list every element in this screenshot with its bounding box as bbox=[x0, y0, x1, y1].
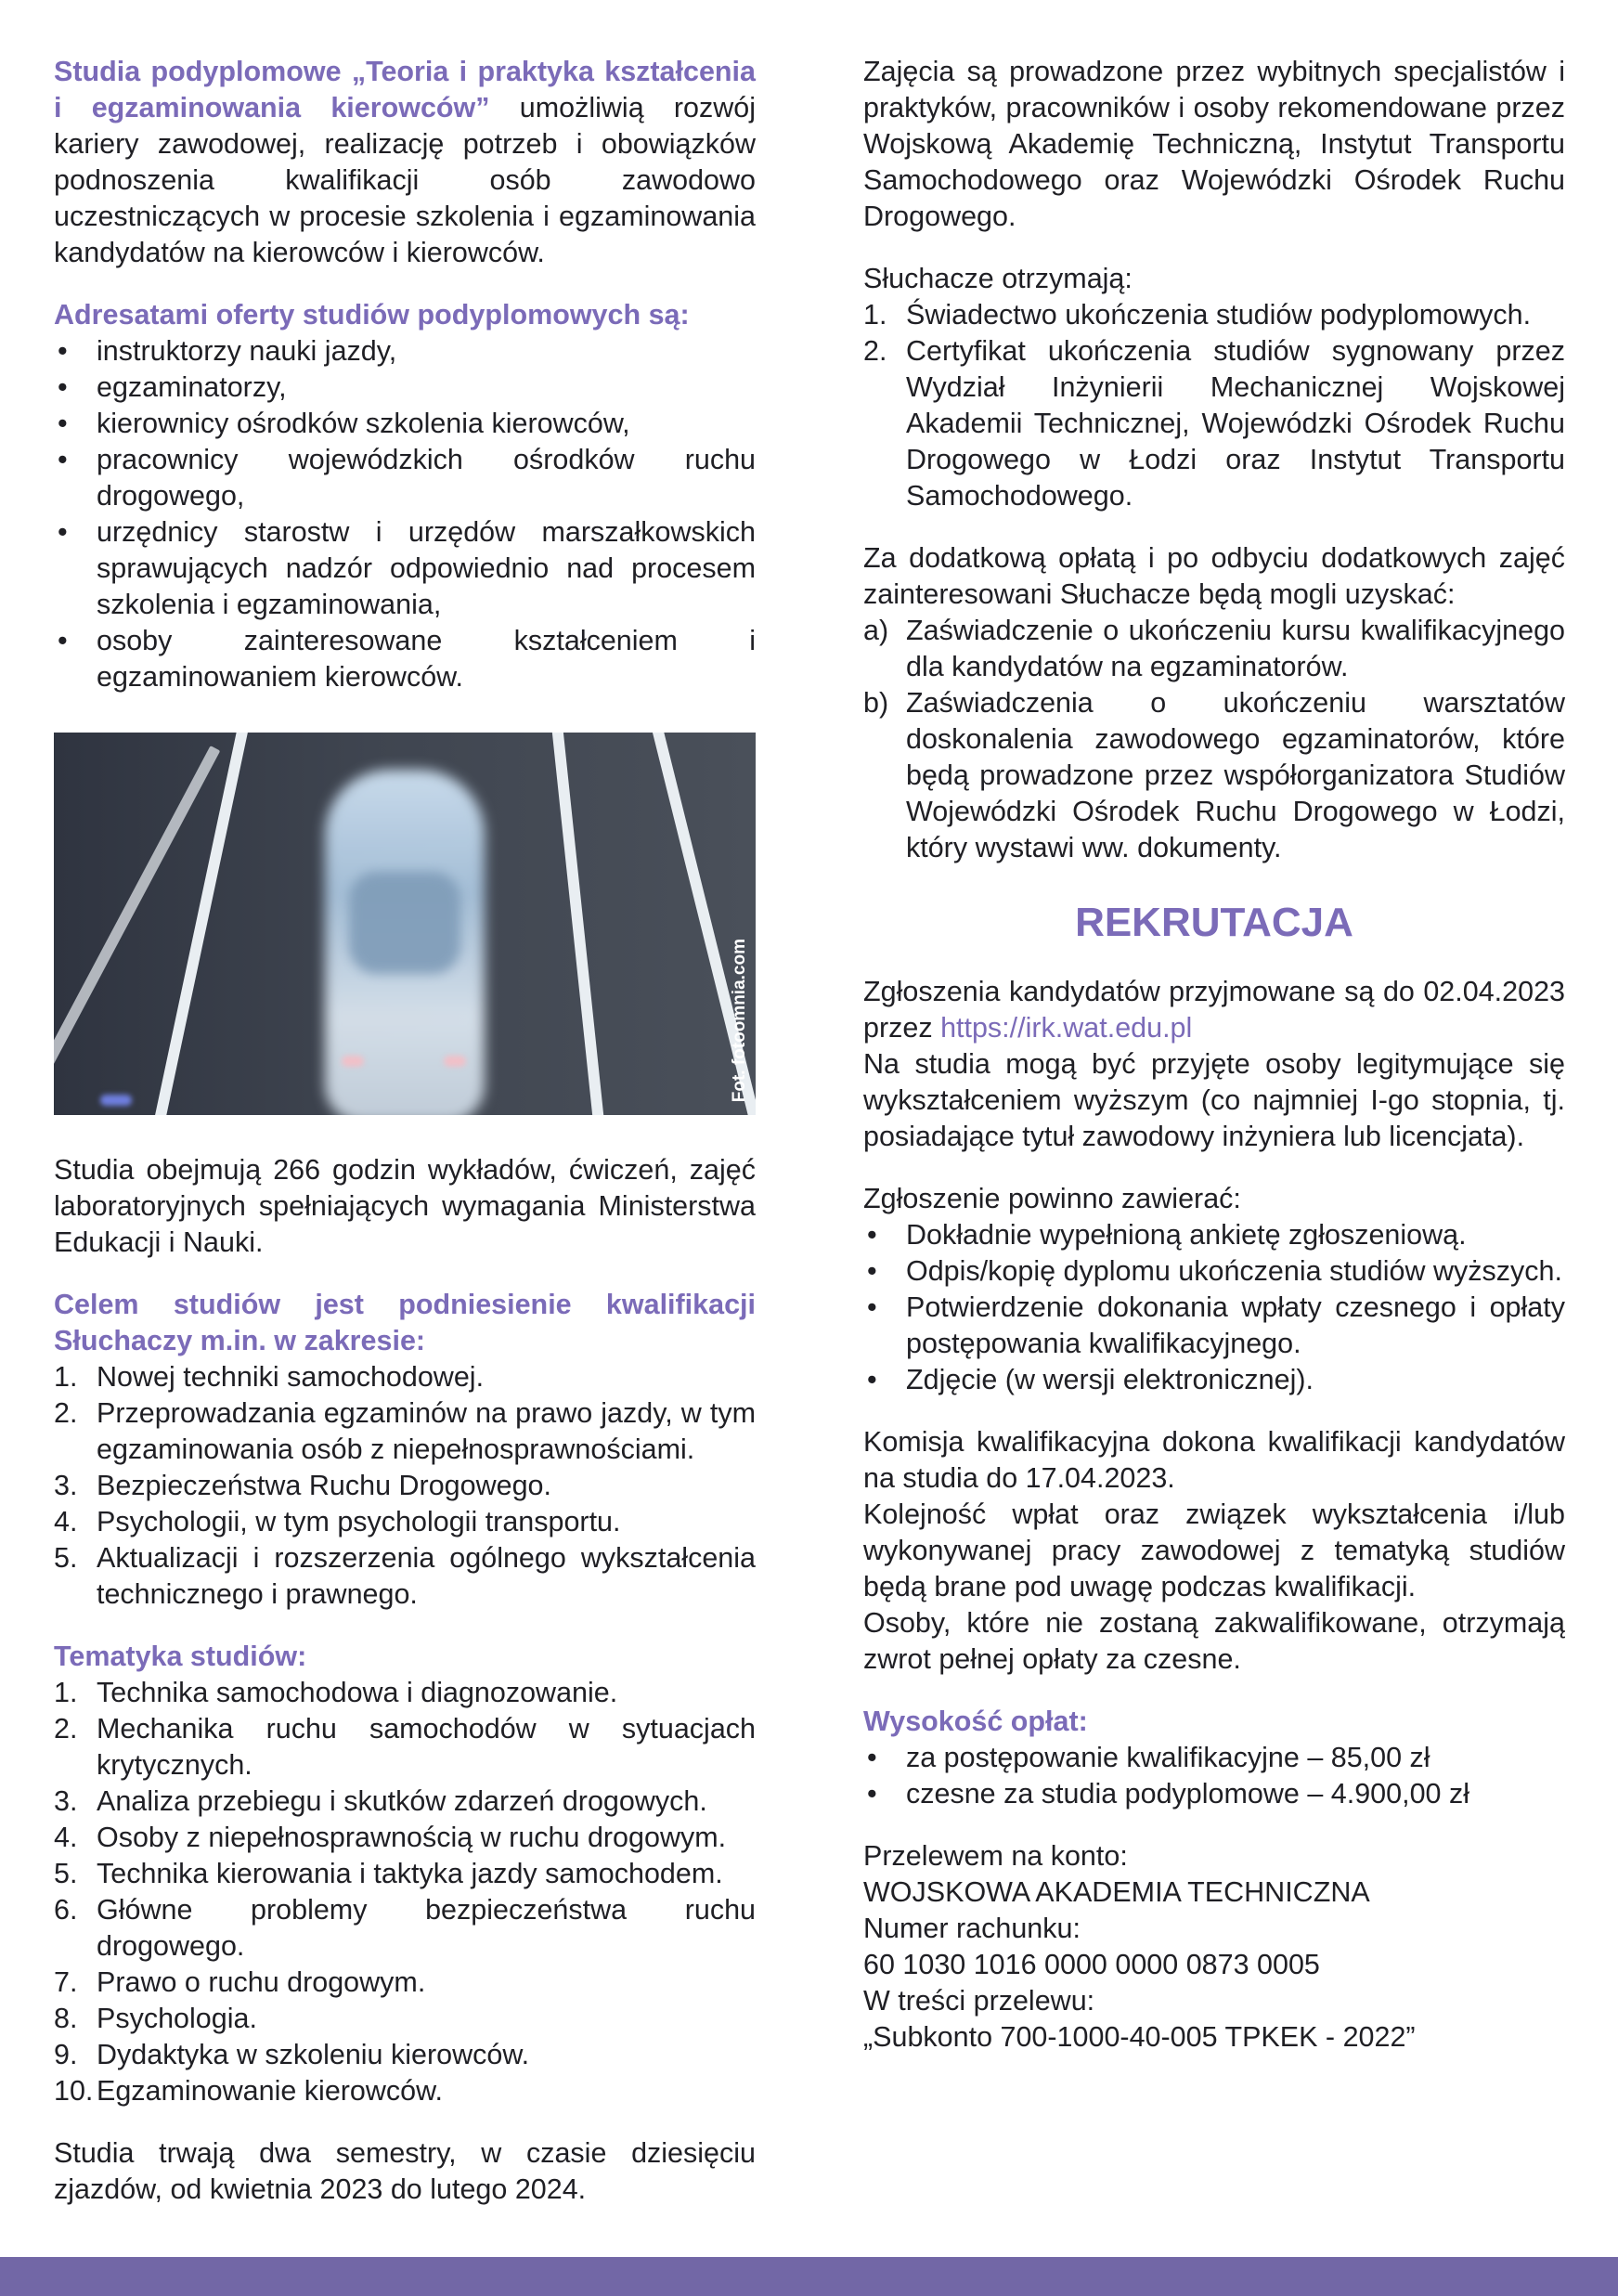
footer-bar bbox=[0, 2257, 1618, 2296]
recruitment-link[interactable]: https://irk.wat.edu.pl bbox=[940, 1012, 1193, 1044]
list-item: 5. Aktualizacji i rozszerzenia ogólnego wykształcenia technicznego i prawnego. bbox=[54, 1542, 756, 1610]
list-item: • urzędnicy starostw i urzędów marszałkowskich sprawujących nadzór odpowiednio nad procesem szkolenia i egzaminowania, bbox=[54, 514, 756, 623]
addressees-list bbox=[54, 333, 756, 695]
payment-block bbox=[863, 1838, 1565, 2056]
topics-heading: Tematyka studiów: bbox=[54, 1641, 307, 1672]
list-item: • Zdjęcie (w wersji elektronicznej). bbox=[863, 1362, 1565, 1398]
list-item: 1. Technika samochodowa i diagnozowanie. bbox=[54, 1677, 618, 1708]
duration-paragraph: Studia trwają dwa semestry, w czasie dziesięciu zjazdów, od kwietnia 2023 do lutego 2024. bbox=[54, 2137, 756, 2205]
list-item: • egzaminatorzy, bbox=[54, 370, 756, 406]
extra-list bbox=[863, 613, 1565, 866]
addressees-heading: Adresatami oferty studiów podyplomowych są: bbox=[54, 299, 690, 331]
goals-heading: Celem studiów jest podniesienie kwalifikacji Słuchaczy m.in. w zakresie: bbox=[54, 1289, 756, 1356]
list-item: 2. Certyfikat ukończenia studiów sygnowany przez Wydział Inżynierii Mechanicznej Wojskowej Akademii Technicznej, Wojewódzki Ośrodek Ruchu Drogowego w Łodzi oraz Instytut Transportu Samochodowego. bbox=[863, 335, 1565, 512]
account-number: 60 1030 1016 0000 0000 0873 0005 bbox=[863, 1949, 1320, 1980]
photo-credit: Fot. fotoomnia.com bbox=[730, 938, 749, 1102]
list-item: • Odpis/kopię dyplomu ukończenia studiów wyższych. bbox=[863, 1253, 1565, 1290]
list-item: 3. Bezpieczeństwa Ruchu Drogowego. bbox=[54, 1470, 551, 1501]
list-item: • pracownicy wojewódzkich ośrodków ruchu drogowego, bbox=[54, 442, 756, 514]
list-item: 6. Główne problemy bezpieczeństwa ruchu drogowego. bbox=[54, 1894, 756, 1962]
right-column bbox=[863, 54, 1565, 2056]
list-item: 4. Osoby z niepełnosprawnością w ruchu drogowym. bbox=[54, 1822, 727, 1853]
order-paragraph: Kolejność wpłat oraz związek wykształcenia i/lub wykonywanej pracy zawodowej z tematyką studiów będą brane pod uwagę podczas kwalifikacji. bbox=[863, 1498, 1565, 1602]
list-item: 10. Egzaminowanie kierowców. bbox=[54, 2075, 443, 2107]
list-item: • osoby zainteresowane kształceniem i egzaminowaniem kierowców. bbox=[54, 623, 756, 695]
application-contents-list bbox=[863, 1217, 1565, 1398]
fees-heading: Wysokość opłat: bbox=[863, 1706, 1088, 1737]
committee-paragraph: Komisja kwalifikacyjna dokona kwalifikacji kandydatów na studia do 17.04.2023. bbox=[863, 1426, 1565, 1494]
left-column bbox=[54, 54, 756, 2208]
transfer-title: „Subkonto 700-1000-40-005 TPKEK - 2022” bbox=[863, 2021, 1416, 2053]
payment-recipient: WOJSKOWA AKADEMIA TECHNICZNA bbox=[863, 1876, 1370, 1908]
recruitment-title: REKRUTACJA bbox=[1075, 900, 1353, 945]
receive-list bbox=[863, 297, 1565, 514]
list-item: 1. Świadectwo ukończenia studiów podyplomowych. bbox=[863, 299, 1532, 331]
account-label: Numer rachunku: bbox=[863, 1913, 1081, 1944]
list-item: • kierownicy ośrodków szkolenia kierowców, bbox=[54, 406, 756, 442]
list-item: 2. Przeprowadzania egzaminów na prawo jazdy, w tym egzaminowania osób z niepełnosprawnościami. bbox=[54, 1397, 756, 1465]
list-item: • za postępowanie kwalifikacyjne – 85,00 zł bbox=[863, 1740, 1565, 1776]
hours-paragraph: Studia obejmują 266 godzin wykładów, ćwiczeń, zajęć laboratoryjnych spełniających wymagania Ministerstwa Edukacji i Nauki. bbox=[54, 1154, 756, 1258]
receive-heading: Słuchacze otrzymają: bbox=[863, 263, 1133, 294]
payment-label: Przelewem na konto: bbox=[863, 1840, 1128, 1872]
list-item: 8. Psychologia. bbox=[54, 2003, 257, 2034]
list-item: • Dokładnie wypełnioną ankietę zgłoszeniową. bbox=[863, 1217, 1565, 1253]
lecturers-paragraph: Zajęcia są prowadzone przez wybitnych specjalistów i praktyków, pracowników i osoby rekomendowane przez Wojskową Akademię Techniczną, Instytut Transportu Samochodowego oraz Wojewódzki Ośrodek Ruchu Drogowego. bbox=[863, 56, 1565, 232]
list-item: 7. Prawo o ruchu drogowym. bbox=[54, 1966, 426, 1998]
extra-heading: Za dodatkową opłatą i po odbyciu dodatkowych zajęć zainteresowani Słuchacze będą mogli uzyskać: bbox=[863, 542, 1565, 610]
goals-list bbox=[54, 1359, 756, 1613]
list-item: a) Zaświadczenie o ukończeniu kursu kwalifikacyjnego dla kandydatów na egzaminatorów. bbox=[863, 615, 1565, 682]
list-item: 3. Analiza przebiegu i skutków zdarzeń drogowych. bbox=[54, 1785, 707, 1817]
applications-paragraph: Zgłoszenia kandydatów przyjmowane są do 02.04.2023 przez https://irk.wat.edu.pl bbox=[863, 976, 1565, 1044]
list-item: 4. Psychologii, w tym psychologii transportu. bbox=[54, 1506, 621, 1537]
intro-text: umożliwią rozwój kariery zawodowej, realizację potrzeb i obowiązków podnoszenia kwalifikacji osób zawodowo uczestniczących w procesie szkolenia i egzaminowania kandydatów na kierowców i kierowców. bbox=[54, 92, 757, 268]
list-item: • Potwierdzenie dokonania wpłaty czesnego i opłaty postępowania kwalifikacyjnego. bbox=[863, 1290, 1565, 1362]
car-photo bbox=[54, 733, 756, 1115]
eligibility-paragraph: Na studia mogą być przyjęte osoby legitymujące się wykształceniem wyższym (co najmniej I-go stopnia, tj. posiadające tytuł zawodowy inżyniera lub licencjata). bbox=[863, 1048, 1565, 1152]
transfer-title-label: W treści przelewu: bbox=[863, 1985, 1095, 2017]
intro-paragraph bbox=[54, 54, 756, 271]
list-item: 5. Technika kierowania i taktyka jazdy samochodem. bbox=[54, 1858, 723, 1889]
refund-paragraph: Osoby, które nie zostaną zakwalifikowane, otrzymają zwrot pełnej opłaty za czesne. bbox=[863, 1607, 1565, 1675]
list-item: 2. Mechanika ruchu samochodów w sytuacjach krytycznych. bbox=[54, 1713, 756, 1781]
topics-list bbox=[54, 1675, 756, 2109]
list-item: • czesne za studia podyplomowe – 4.900,00 zł bbox=[863, 1776, 1565, 1812]
list-item: 9. Dydaktyka w szkoleniu kierowców. bbox=[54, 2039, 530, 2070]
list-item: 1. Nowej techniki samochodowej. bbox=[54, 1361, 485, 1393]
fees-list bbox=[863, 1740, 1565, 1812]
application-contents-heading: Zgłoszenie powinno zawierać: bbox=[863, 1183, 1241, 1214]
list-item: b) Zaświadczenia o ukończeniu warsztatów doskonalenia zawodowego egzaminatorów, które będą prowadzone przez współorganizatora Studiów Wojewódzki Ośrodek Ruchu Drogowego w Łodzi, który wystawi ww. dokumenty. bbox=[863, 687, 1565, 863]
list-item: • instruktorzy nauki jazdy, bbox=[54, 333, 756, 370]
intro-program-name: Studia podyplomowe „Teoria i praktyka kształcenia i egzaminowania kierowców” bbox=[54, 56, 756, 123]
